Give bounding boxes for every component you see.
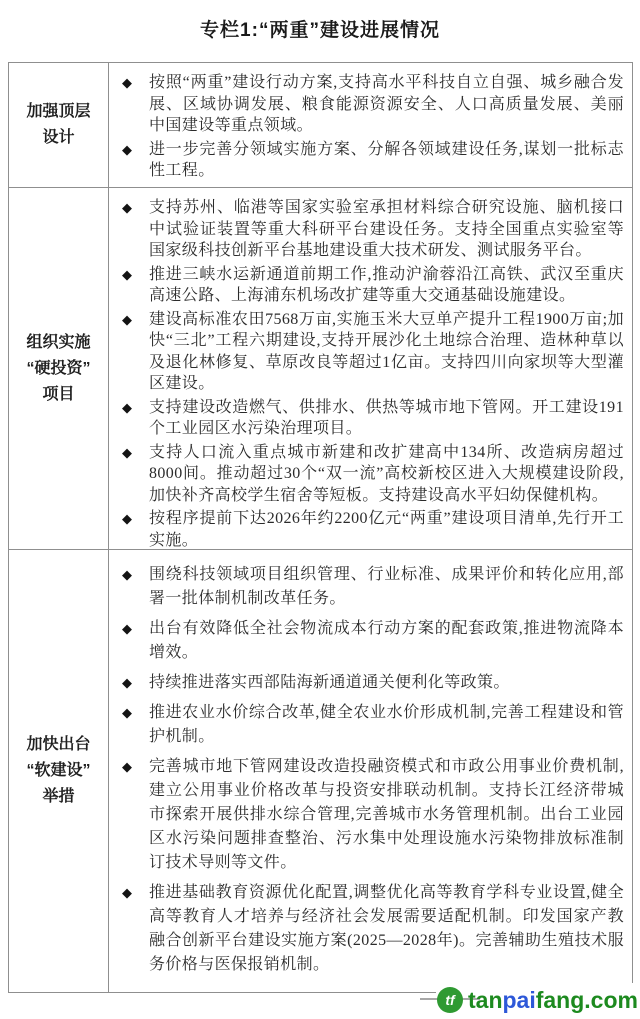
bullet-item (119, 701, 624, 749)
row-label-line: 项目 (42, 385, 75, 403)
row-label-line: 加快出台 (26, 736, 91, 753)
bullet-item (119, 197, 624, 262)
row-label-cell (9, 188, 109, 549)
bullet-text: 建设高标准农田7568万亩,实施玉米大豆单产提升工程1900万亩;加快“三北”工程六期建设,支持开展沙化土地综合治理、造林种草以及退化林修复、草原改良等超过1亿亩。支持四川向家坝等大型灌区建设。 (149, 310, 624, 392)
bullet-item (119, 264, 624, 307)
bullet-text: 完善城市地下管网建设改造投融资模式和市政公用事业价费机制,建立公用事业价格改革与投资安排联动机制。支持长江经济带城市探索开展供排水综合管理,完善城市水务管理机制。出台工业园区水污染问题排查整治、污水集中处理设施水污染物排放标准制订技术导则等文件。 (149, 758, 624, 871)
bullet-diamond-icon: ◆ (122, 760, 132, 775)
bullet-text: 按照“两重”建设行动方案,支持高水平科技自立自强、城乡融合发展、区域协调发展、粮食能源资源安全、人口高质量发展、美丽中国建设等重点领域。 (149, 74, 624, 134)
bullet-diamond-icon: ◆ (122, 201, 132, 216)
bullet-diamond-icon: ◆ (122, 622, 132, 637)
row-label-line: “硬投资” (26, 359, 91, 377)
row-label-line: 加强顶层 (26, 103, 91, 120)
bullet-diamond-icon: ◆ (122, 676, 132, 691)
bullet-text: 按程序提前下达2026年约2200亿元“两重”建设项目清单,先行开工实施。 (149, 510, 624, 549)
bullet-diamond-icon: ◆ (122, 400, 132, 416)
table-row (9, 188, 632, 550)
bullet-text: 支持建设改造燃气、供排水、供热等城市地下管网。开工建设191个工业园区水污染治理项目。 (149, 398, 624, 437)
bullet-text: 支持人口流入重点城市新建和改扩建高中134所、改造病房超过8000间。推动超过30个“双一流”高校新校区进入大规模建设阶段,加快补齐高校学生宿舍等短板。支持建设高水平妇幼保健机构。 (149, 443, 624, 504)
bullet-diamond-icon: ◆ (122, 512, 132, 527)
row-label-line: 举措 (42, 788, 75, 805)
watermark-site-text (468, 987, 638, 1014)
watermark-text-segment: pai (502, 986, 536, 1013)
bullet-item (119, 671, 624, 695)
bullet-text: 推进农业水价综合改革,健全农业水价形成机制,完善工程建设和管护机制。 (149, 704, 624, 745)
bullet-diamond-icon: ◆ (122, 267, 132, 283)
bullet-text: 推进三峡水运新通道前期工作,推动沪渝蓉沿江高铁、武汉至重庆高速公路、上海浦东机场改扩建等重大交通基础设施建设。 (149, 265, 624, 304)
bullet-diamond-icon: ◆ (122, 886, 132, 901)
tanpaifang-logo-icon: tf (437, 987, 463, 1013)
bullet-text: 持续推进落实西部陆海新通道通关便利化等政策。 (149, 674, 510, 691)
row-label-cell (9, 63, 109, 187)
watermark (437, 985, 638, 1015)
bullet-text: 支持苏州、临港等国家实验室承担材料综合研究设施、脑机接口中试验证装置等重大科研平台建设任务。支持全国重点实验室等国家级科技创新平台基地建设重大技术研发、测试服务平台。 (149, 199, 624, 259)
bullet-text: 推进基础教育资源优化配置,调整优化高等教育学科专业设置,健全高等教育人才培养与经济社会发展需要适配机制。印发国家产教融合创新平台建设实施方案(2025—2028年)。完善辅助生殖技术服务价格与医保报销机制。 (149, 884, 624, 973)
bullet-item (119, 617, 624, 665)
bullet-diamond-icon: ◆ (122, 76, 132, 91)
watermark-text-segment: tan (468, 986, 503, 1013)
bullet-item (119, 139, 624, 182)
progress-table (8, 62, 633, 993)
bullet-text: 围绕科技领域项目组织管理、行业标准、成果评价和转化应用,部署一批体制机制改革任务。 (149, 566, 624, 607)
bullet-item (119, 72, 624, 137)
bullet-item (119, 442, 624, 507)
bullet-text: 进一步完善分领域实施方案、分解各领域建设任务,谋划一批标志性工程。 (149, 140, 624, 179)
bullet-diamond-icon: ◆ (122, 445, 132, 461)
bullet-item (119, 397, 624, 440)
bullet-item (119, 563, 624, 611)
table-row (9, 63, 632, 188)
watermark-text-segment: fang.com (535, 986, 638, 1013)
row-content-cell (109, 188, 632, 549)
table-row (9, 550, 632, 992)
bullet-item (119, 309, 624, 395)
row-content-cell (109, 550, 632, 992)
row-label-cell (9, 550, 109, 992)
row-content-cell (109, 63, 632, 187)
row-label-line: 组织实施 (26, 333, 91, 351)
bullet-item (119, 508, 624, 549)
page-title: 专栏1:“两重”建设进展情况 (200, 20, 440, 41)
bullet-item (119, 755, 624, 875)
bullet-diamond-icon: ◆ (122, 568, 132, 583)
row-label-line: “软建设” (26, 762, 91, 779)
bullet-diamond-icon: ◆ (122, 706, 132, 721)
bullet-text: 出台有效降低全社会物流成本行动方案的配套政策,推进物流降本增效。 (149, 620, 624, 661)
bullet-diamond-icon: ◆ (122, 142, 132, 158)
bullet-item (119, 881, 624, 977)
row-label-line: 设计 (42, 129, 75, 146)
bullet-diamond-icon: ◆ (122, 312, 132, 328)
